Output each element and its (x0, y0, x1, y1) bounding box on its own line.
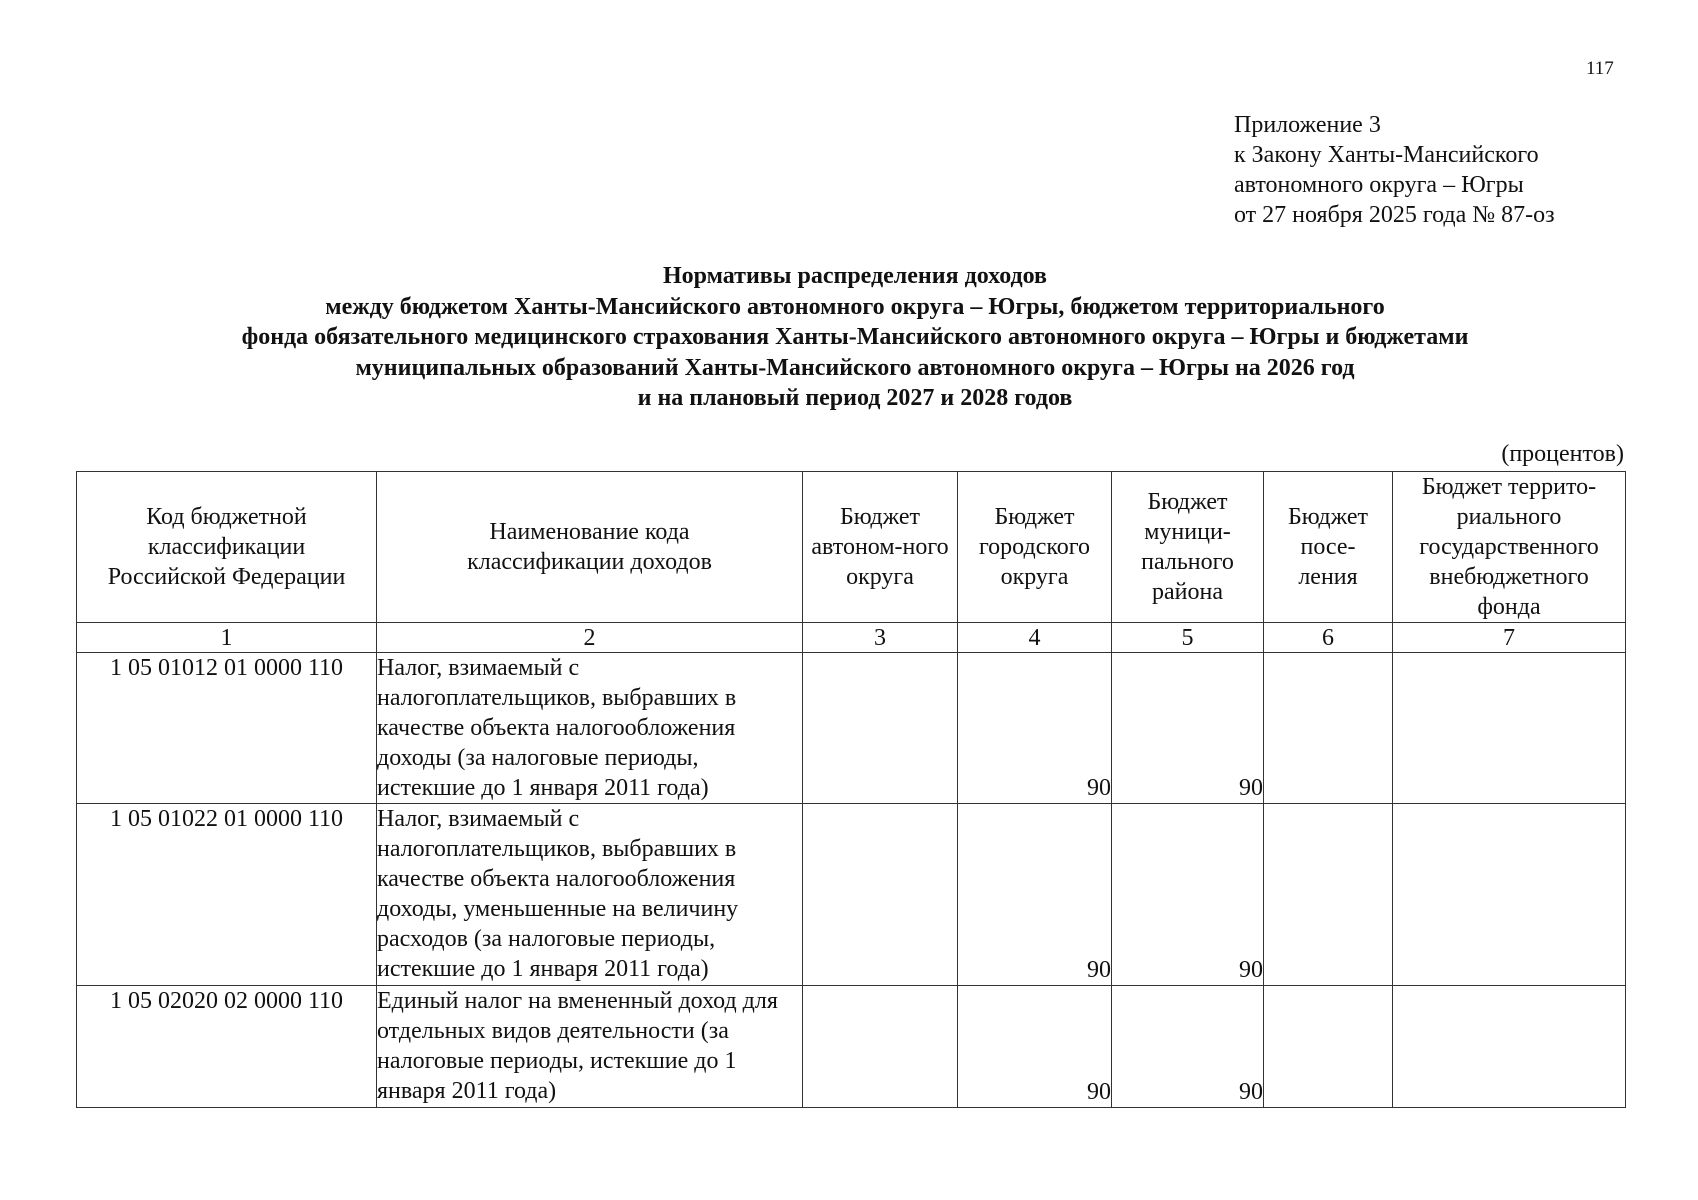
title-line: и на плановый период 2027 и 2028 годов (637, 385, 1073, 411)
table-row (77, 653, 1626, 804)
row-code: 1 05 02020 02 0000 110 (77, 986, 377, 1108)
row-name: Налог, взимаемый с налогоплательщиков, выбравших в качестве объекта налогообложения доходы, уменьшенные на величину расходов (за налоговые периоды, истекшие до 1 января 2011 года) (377, 804, 803, 986)
header-city-budget: Бюджет городского округа (958, 472, 1112, 623)
row-value-region (803, 804, 958, 986)
column-number: 5 (1112, 623, 1264, 653)
column-number: 4 (958, 623, 1112, 653)
title-line: Нормативы распределения доходов (662, 263, 1048, 289)
title-line: между бюджетом Ханты-Мансийского автономного округа – Югры, бюджетом территориального (325, 293, 1385, 320)
row-value-settlement (1264, 804, 1393, 986)
appendix-line: автономного округа – Югры (1234, 172, 1524, 198)
row-value-settlement (1264, 653, 1393, 804)
header-district-budget: Бюджет муници-пального района (1112, 472, 1264, 623)
header-name: Наименование кода классификации доходов (377, 472, 803, 623)
column-number: 7 (1393, 623, 1626, 653)
row-value-city: 90 (958, 653, 1112, 804)
row-value-district: 90 (1112, 804, 1264, 986)
units-label: (процентов) (1501, 441, 1624, 467)
appendix-note (1234, 110, 1555, 230)
table-header-row (77, 472, 1626, 623)
row-value-settlement (1264, 986, 1393, 1108)
header-fund-budget: Бюджет террито-риального государственного внебюджетного фонда (1393, 472, 1626, 623)
row-name: Единый налог на вмененный доход для отдельных видов деятельности (за налоговые периоды, истекшие до 1 января 2011 года) (377, 986, 803, 1108)
income-distribution-table (76, 471, 1626, 1108)
row-value-region (803, 986, 958, 1108)
appendix-line: к Закону Ханты-Мансийского (1234, 142, 1539, 168)
page-number: 117 (1586, 58, 1614, 79)
document-title (80, 261, 1630, 414)
row-value-district: 90 (1112, 986, 1264, 1108)
column-number: 2 (377, 623, 803, 653)
row-value-district: 90 (1112, 653, 1264, 804)
header-code: Код бюджетной классификации Российской Федерации (77, 472, 377, 623)
appendix-line: Приложение 3 (1234, 112, 1381, 138)
column-number: 3 (803, 623, 958, 653)
row-code: 1 05 01012 01 0000 110 (77, 653, 377, 804)
row-value-fund (1393, 653, 1626, 804)
title-line: муниципальных образований Ханты-Мансийского автономного округа – Югры на 2026 год (355, 354, 1355, 381)
row-value-fund (1393, 986, 1626, 1108)
column-number: 6 (1264, 623, 1393, 653)
appendix-line: от 27 ноября 2025 года № 87-оз (1234, 202, 1555, 228)
row-value-city: 90 (958, 804, 1112, 986)
header-settlement-budget: Бюджет посе-ления (1264, 472, 1393, 623)
row-value-fund (1393, 804, 1626, 986)
row-value-region (803, 653, 958, 804)
column-number: 1 (77, 623, 377, 653)
table-row (77, 986, 1626, 1108)
column-number-row (77, 623, 1626, 653)
row-name: Налог, взимаемый с налогоплательщиков, выбравших в качестве объекта налогообложения доходы (за налоговые периоды, истекшие до 1 января 2011 года) (377, 653, 803, 804)
row-code: 1 05 01022 01 0000 110 (77, 804, 377, 986)
table-row (77, 804, 1626, 986)
header-region-budget: Бюджет автоном-ного округа (803, 472, 958, 623)
row-value-city: 90 (958, 986, 1112, 1108)
title-line: фонда обязательного медицинского страхования Ханты-Мансийского автономного округа – Югры и бюджетами (241, 324, 1469, 350)
